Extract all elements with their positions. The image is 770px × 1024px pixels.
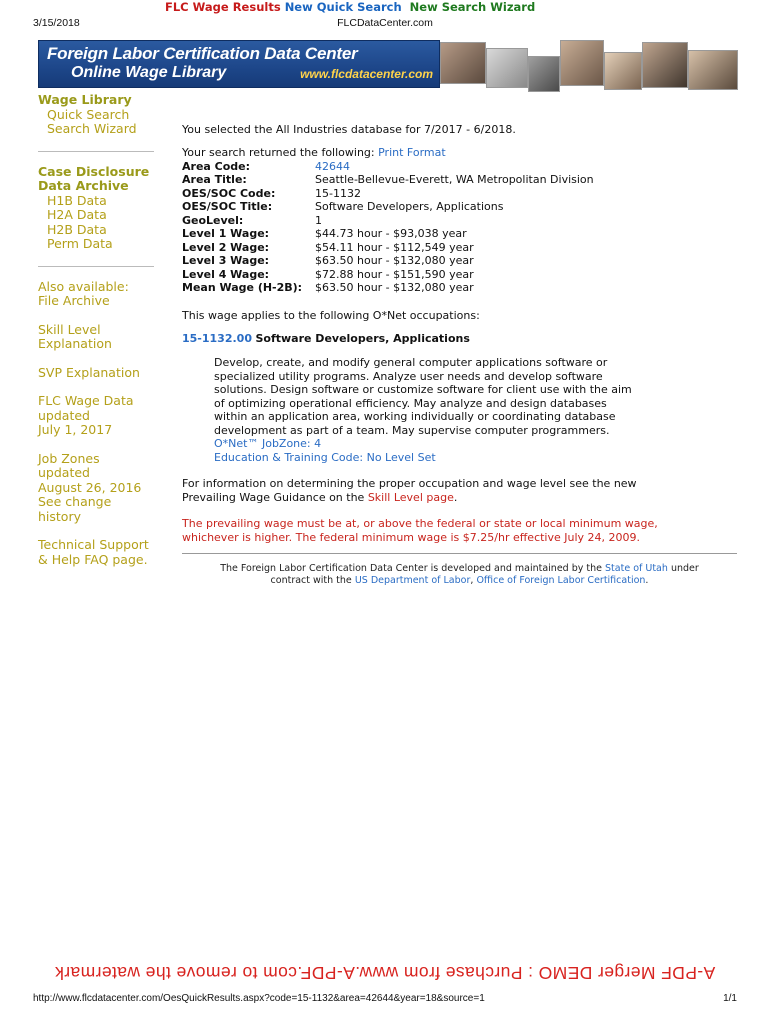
returned-prefix: Your search returned the following: <box>182 146 375 159</box>
banner-photo-collage <box>438 38 738 93</box>
sidebar-case-disclosure-title-line2: Data Archive <box>38 178 129 193</box>
credits <box>182 563 737 587</box>
field-label: Level 2 Wage: <box>182 240 270 254</box>
guidance-line2 <box>182 491 737 505</box>
applies-text: This wage applies to the following O*Net occupations: <box>182 309 480 322</box>
sidebar-tech-support-line1: Technical Support <box>38 537 149 552</box>
field-value: $72.88 hour - $151,590 year <box>315 267 474 281</box>
sidebar-case-disclosure-title-line1: Case Disclosure <box>38 163 150 179</box>
field-label: Area Title: <box>182 173 247 186</box>
guidance-line2-suffix: . <box>453 490 458 504</box>
print-format-link[interactable]: Print Format <box>378 146 446 159</box>
sidebar-tech-support-link[interactable] <box>38 538 154 567</box>
field-label: OES/SOC Code: <box>182 186 276 200</box>
new-search-wizard-link[interactable]: New Search Wizard <box>409 0 536 14</box>
photo-5 <box>604 52 642 90</box>
sidebar-quick-search-link[interactable]: Quick Search <box>47 106 130 122</box>
credits-comma: , <box>470 575 474 586</box>
field-value: Software Developers, Applications <box>315 200 504 213</box>
education-training-link[interactable]: Education & Training Code: No Level Set <box>214 450 436 464</box>
sidebar-divider <box>38 151 154 152</box>
sidebar-skill-level-link[interactable] <box>38 323 154 352</box>
sidebar-file-archive-link[interactable]: File Archive <box>38 293 110 308</box>
sidebar-wage-library-title[interactable]: Wage Library <box>38 92 132 107</box>
print-date: 3/15/2018 <box>33 17 80 29</box>
field-value: $54.11 hour - $112,549 year <box>315 240 474 254</box>
prevailing-wage-notice <box>182 517 737 544</box>
sidebar-h2b-data-link[interactable]: H2B Data <box>47 221 107 237</box>
sidebar-svp-text: SVP Explanation <box>38 364 140 380</box>
sidebar-search-wizard-link[interactable]: Search Wizard <box>47 121 137 136</box>
skill-level-page-link[interactable]: Skill Level page <box>367 490 454 504</box>
results-block <box>182 146 737 295</box>
sidebar-flc-updated-line2: updated <box>38 407 90 423</box>
photo-3 <box>528 56 560 92</box>
us-department-of-labor-link[interactable]: US Department of Labor <box>354 575 471 586</box>
area-code-link[interactable]: 42644 <box>315 159 350 173</box>
description-line: of optimizing operational efficiency. May analyze and design databases <box>214 396 607 410</box>
photo-2 <box>486 48 528 88</box>
onet-occupation-title: Software Developers, Applications <box>255 332 470 345</box>
description-line: development as part of a team. May supervise computer programmers. <box>214 423 610 437</box>
print-footer <box>33 993 737 1004</box>
guidance-line1: For information on determining the proper occupation and wage level see the new <box>182 477 637 490</box>
description-line: solutions. Design software or customize software for client use with the aim <box>214 383 632 396</box>
sidebar-change-history-link-line2[interactable]: history <box>38 508 81 524</box>
results-heading <box>165 0 535 14</box>
site-banner[interactable] <box>38 40 440 88</box>
field-label: GeoLevel: <box>182 213 244 227</box>
photo-7 <box>688 50 738 90</box>
field-label: Level 3 Wage: <box>182 254 270 267</box>
sidebar-also-available: Also available: <box>38 278 129 294</box>
field-value: 15-1132 <box>315 186 361 200</box>
sidebar-flc-updated <box>38 394 154 438</box>
prevailing-line2: whichever is higher. The federal minimum wage is $7.25/hr effective July 24, 2009. <box>182 530 641 544</box>
guidance-line2-prefix: Prevailing Wage Guidance on the <box>182 490 365 504</box>
onet-occupation <box>182 332 470 346</box>
photo-1 <box>440 42 486 84</box>
sidebar-skill-level-line2: Explanation <box>38 336 112 351</box>
sidebar-h2a-data-link[interactable]: H2A Data <box>47 207 107 222</box>
guidance-text <box>182 477 737 504</box>
print-footer-url: http://www.flcdatacenter.com/OesQuickResults.aspx?code=15-1132&area=42644&year=18&source=1 <box>33 993 485 1004</box>
sidebar-flc-updated-line3: July 1, 2017 <box>38 422 113 437</box>
print-header <box>33 17 737 31</box>
description-line: specialized utility programs. Analyze user needs and develop software <box>214 369 603 383</box>
field-value: $63.50 hour - $132,080 year <box>315 281 474 294</box>
sidebar-svp-link[interactable] <box>38 366 154 381</box>
prevailing-line1: The prevailing wage must be at, or above the federal or state or local minimum wage, <box>182 517 658 530</box>
print-page-number: 1/1 <box>723 993 737 1004</box>
sidebar-divider <box>38 266 154 267</box>
credits-line1-suffix: under <box>670 563 699 574</box>
footer-divider <box>182 553 737 554</box>
field-label: Level 1 Wage: <box>182 227 270 240</box>
field-label: Level 4 Wage: <box>182 267 270 281</box>
field-value: $63.50 hour - $132,080 year <box>315 254 474 267</box>
field-value: $44.73 hour - $93,038 year <box>315 227 467 240</box>
field-label: Area Code: <box>182 159 251 173</box>
photo-6 <box>642 42 688 88</box>
description-line: within an application area, working individually or coordinating database <box>214 410 616 423</box>
sidebar-job-zones-line2: August 26, 2016 <box>38 479 142 495</box>
heading-results-title: FLC Wage Results <box>165 0 281 14</box>
field-label: OES/SOC Title: <box>182 200 273 213</box>
sidebar-case-disclosure-title[interactable] <box>38 165 154 194</box>
credits-line1-prefix: The Foreign Labor Certification Data Center is developed and maintained by the <box>220 563 602 574</box>
photo-4 <box>560 40 604 86</box>
sidebar-tech-support-line2: & Help FAQ page. <box>38 551 148 567</box>
oflc-link[interactable]: Office of Foreign Labor Certification <box>476 575 646 586</box>
sidebar-change-history-link-line1[interactable]: See change <box>38 494 112 509</box>
state-of-utah-link[interactable]: State of Utah <box>605 563 668 574</box>
demo-watermark: A-PDF Merger DEMO : Purchase from www.A-PDF.com to remove the watermark <box>54 963 716 983</box>
occupation-description <box>182 356 769 464</box>
field-value: 1 <box>315 213 322 227</box>
credits-line2 <box>182 575 737 587</box>
field-label: Mean Wage (H-2B): <box>182 281 303 294</box>
credits-line1 <box>182 563 737 575</box>
banner-url: www.flcdatacenter.com <box>300 67 433 81</box>
sidebar-perm-data-link[interactable]: Perm Data <box>47 236 113 251</box>
sidebar-h1b-data-link[interactable]: H1B Data <box>47 192 107 208</box>
print-site-title: FLCDataCenter.com <box>337 17 433 29</box>
database-selection-text: You selected the All Industries database for 7/2017 - 6/2018. <box>182 123 516 136</box>
sidebar-flc-updated-line1: FLC Wage Data <box>38 393 134 408</box>
jobzone-link[interactable]: O*Net™ JobZone: 4 <box>214 437 322 450</box>
wage-fields-table <box>182 160 737 295</box>
sidebar-job-zones-line1: Job Zones updated <box>38 450 100 480</box>
sidebar-job-zones <box>38 452 154 525</box>
banner-title-line1: Foreign Labor Certification Data Center <box>47 44 358 63</box>
field-value: Seattle-Bellevue-Everett, WA Metropolitan Division <box>315 173 594 186</box>
banner-title-line2: Online Wage Library <box>71 64 227 81</box>
sidebar <box>38 93 154 567</box>
credits-line2-prefix: contract with the <box>270 575 352 586</box>
returned-line <box>182 146 737 160</box>
onet-code-link[interactable]: 15-1132.00 <box>182 332 252 345</box>
credits-period: . <box>645 575 649 586</box>
description-line: Develop, create, and modify general computer applications software or <box>214 356 608 369</box>
new-quick-search-link[interactable]: New Quick Search <box>284 0 402 14</box>
sidebar-skill-level-line1: Skill Level <box>38 321 101 337</box>
